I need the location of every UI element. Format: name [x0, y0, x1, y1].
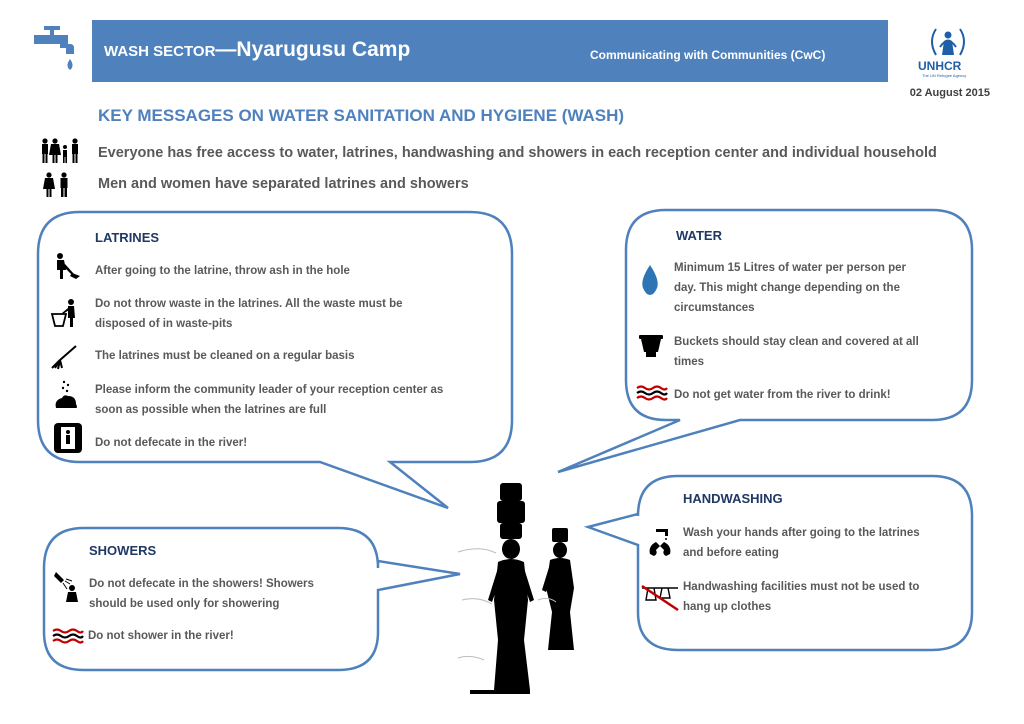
latrines-message-4: Please inform the community leader of your reception center as soon as possible when the latrines are full: [95, 384, 444, 416]
waste-bin-icon: [50, 298, 80, 328]
water-message-1: Minimum 15 Litres of water per person per day. This might change depending on the circumstances: [674, 262, 906, 314]
latrines-message-5: Do not defecate in the river!: [95, 437, 248, 449]
family-icon: [40, 138, 82, 164]
title-dash: —: [215, 38, 237, 61]
showers-title: SHOWERS: [89, 543, 157, 558]
showers-message-1: Do not defecate in the showers! Showers should be used only for showering: [89, 578, 314, 610]
no-clothes-icon: [640, 582, 680, 612]
water-title: WATER: [676, 228, 722, 243]
man-woman-icon: [42, 172, 72, 198]
ash-shovel-icon: [52, 252, 82, 280]
intro-line-2: Men and women have separated latrines and showers: [98, 176, 469, 192]
full-pit-icon: [52, 378, 80, 410]
water-message-3: Do not get water from the river to drink!: [674, 389, 891, 401]
logo-subtext: The UN Refugee Agency: [922, 73, 967, 78]
shower-icon: [54, 570, 84, 604]
main-heading: KEY MESSAGES ON WATER SANITATION AND HYGIENE (WASH): [98, 106, 625, 125]
river-icon: [52, 627, 84, 645]
date-label: 02 August 2015: [909, 87, 990, 99]
water-message-2: Buckets should stay clean and covered at all times: [674, 336, 919, 368]
river-icon: [636, 384, 668, 402]
title-main: Nyarugusu Camp: [236, 38, 411, 61]
latrines-message-2: Do not throw waste in the latrines. All the waste must be disposed of in waste-pits: [95, 298, 403, 330]
intro-line-1: Everyone has free access to water, latrines, handwashing and showers in each reception center and individual household: [98, 145, 937, 161]
latrines-message-3: The latrines must be cleaned on a regular basis: [95, 350, 355, 362]
handwash-icon: [646, 528, 674, 558]
latrines-message-1: After going to the latrine, throw ash in the hole: [95, 265, 350, 277]
bucket-icon: [638, 334, 664, 358]
page-title: [104, 38, 410, 62]
women-silhouette-icon: [470, 483, 574, 694]
title-prefix: WASH SECTOR: [104, 43, 216, 60]
water-drop-icon: [640, 264, 660, 296]
showers-message-2: Do not shower in the river!: [88, 630, 234, 642]
handwashing-message-2: Handwashing facilities must not be used to hang up clothes: [683, 581, 920, 613]
handwashing-title: HANDWASHING: [683, 491, 783, 506]
water-tap-icon: [34, 26, 80, 74]
latrine-door-icon: [53, 422, 83, 454]
logo-text: UNHCR: [918, 59, 962, 73]
latrines-title: LATRINES: [95, 230, 160, 245]
unhcr-logo-icon: [928, 25, 968, 59]
page-subtitle: Communicating with Communities (CwC): [590, 48, 826, 62]
handwashing-message-1: Wash your hands after going to the latrines and before eating: [683, 527, 920, 559]
broom-icon: [50, 344, 80, 370]
